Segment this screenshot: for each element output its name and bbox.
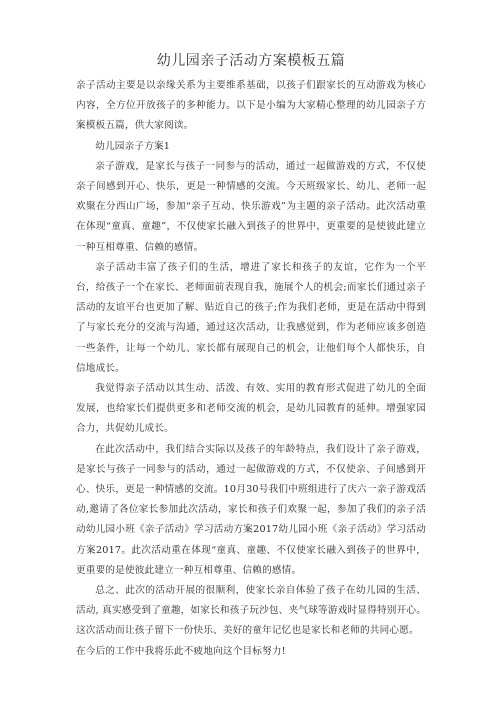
body-paragraph-3: 我觉得亲子活动以其生动、活泼、有效、实用的教育形式促进了幼儿的全面发展，也给家长们提供更多和老师交流的机会，是幼儿园教育的延伸。增强家园合力，共促幼儿成长。 (76, 383, 426, 435)
intro-paragraph: 亲子活动主要是以亲缘关系为主要维系基础，以孩子们跟家长的互动游戏为核心内容，全方位开放孩子的多种能力。以下是小编为大家精心整理的幼儿园亲子方案模板五篇，供大家阅读。 (76, 80, 426, 132)
document-title: 幼儿园亲子活动方案模板五篇 (156, 53, 346, 69)
closing-line: 在今后的工作中我将乐此不疲地向这个目标努力! (76, 645, 286, 657)
body-paragraph-2: 亲子活动丰富了孩子们的生活，增进了家长和孩子的友谊，它作为一个平台，给孩子一个在家长、老师面前表现自我，施展个人的机会;而家长们通过亲子活动的友谊平台也更加了解、贴近自己的孩子;作为我们老师，更是在活动中得到了与家长充分的交流与沟通，通过这次活动，让我感觉到，作为老师应该多创造一些条件，让每一个幼儿、家长都有展现自己的机会，让他们每个人都快乐，自信地成长。 (76, 261, 426, 374)
body-paragraph-4: 在此次活动中，我们结合实际以及孩子的年龄特点，我们设计了亲子游戏，是家长与孩子一同参与的活动，通过一起做游戏的方式，不仅使亲、子间感到开心、快乐，更是一种情感的交流。10月30号我们中班组进行了庆六一亲子游戏活动,邀请了各位家长参加此次活动，家长和孩子们欢聚一起，参加了我们的亲子活动幼儿园小班《亲子活动》学习活动方案2017幼儿园小班《亲子活动》学习活动方案2017。此次活动重在体现“童真、童趣、不仅使家长融入到孩子的世界中，更重要的是使彼此建立一种互相尊重、信赖的感情。 (76, 443, 426, 576)
body-paragraph-5: 总之、此次的活动开展的很顺利，使家长亲自体验了孩子在幼儿园的生活、活动, 真实感受到了童趣，如家长和孩子玩沙包、夹气球等游戏时显得特别开心。这次活动而让孩子留下一份快乐、美好的童年记忆也是家长和老师的共同心愿。 (76, 585, 426, 637)
section-heading: 幼儿园亲子方案1 (95, 140, 171, 152)
document-page (76, 52, 426, 662)
body-paragraph-1: 亲子游戏，是家长与孩子一同参与的活动，通过一起做游戏的方式，不仅使亲子间感到开心、快乐，更是一种情感的交流。今天班级家长、幼儿、老师一起欢聚在分西山广场，参加“亲子互动、快乐游戏”为主题的亲子活动。此次活动重在体现“童真、童趣”，不仅使家长融入到孩子的世界中，更重要的是使彼此建立一种互相尊重、信赖的感情。 (76, 160, 426, 253)
